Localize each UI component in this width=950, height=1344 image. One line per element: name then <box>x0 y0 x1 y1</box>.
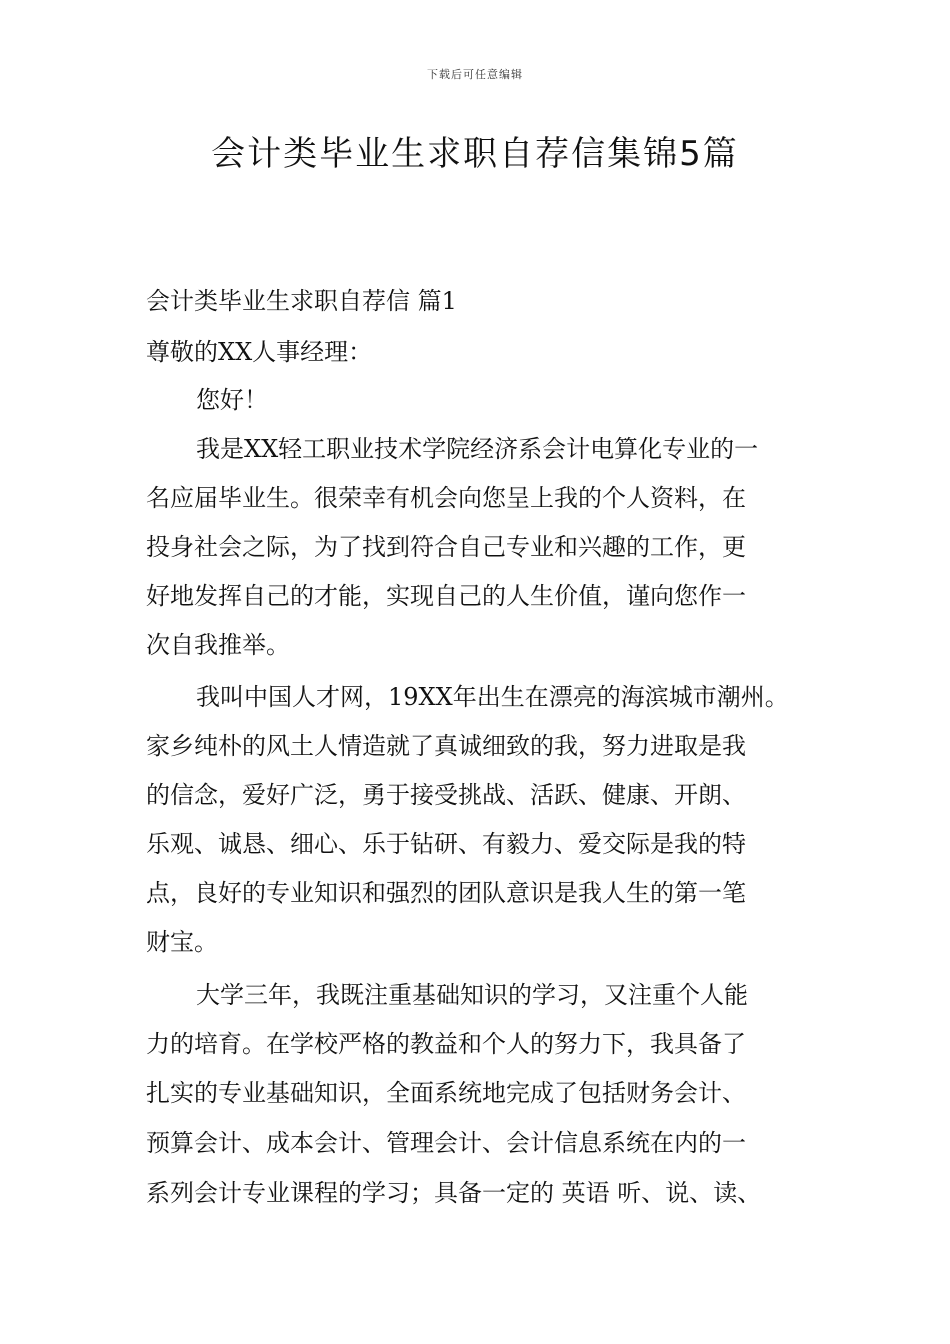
paragraph-line: 预算会计、成本会计、管理会计、会计信息系统在内的一 <box>146 1129 746 1157</box>
paragraph-line: 好地发挥自己的才能，实现自己的人生价值，谨向您作一 <box>146 582 746 610</box>
paragraph-line: 扎实的专业基础知识，全面系统地完成了包括财务会计、 <box>146 1079 746 1107</box>
paragraph-line: 力的培育。在学校严格的教益和个人的努力下，我具备了 <box>146 1030 746 1058</box>
paragraph-line: 次自我推举。 <box>146 631 290 659</box>
paragraph-line: 投身社会之际，为了找到符合自己专业和兴趣的工作，更 <box>146 533 746 561</box>
paragraph-line: 点，良好的专业知识和强烈的团队意识是我人生的第一笔 <box>146 879 746 907</box>
paragraph-line: 系列会计专业课程的学习；具备一定的 英语 听、说、读、 <box>146 1179 762 1207</box>
paragraph-line: 我叫中国人才网，19XX年出生在漂亮的海滨城市潮州。 <box>196 683 789 711</box>
paragraph-line: 家乡纯朴的风土人情造就了真诚细致的我，努力进取是我 <box>146 732 746 760</box>
paragraph-line: 我是XX轻工职业技术学院经济系会计电算化专业的一 <box>196 435 759 463</box>
paragraph-line: 的信念，爱好广泛，勇于接受挑战、活跃、健康、开朗、 <box>146 781 746 809</box>
header-note: 下载后可任意编辑 <box>427 68 523 81</box>
greeting: 您好！ <box>196 386 268 414</box>
document-title: 会计类毕业生求职自荐信集锦5篇 <box>211 134 739 174</box>
paragraph-line: 名应届毕业生。很荣幸有机会向您呈上我的个人资料，在 <box>146 484 746 512</box>
paragraph-line: 财宝。 <box>146 928 218 956</box>
section-heading: 会计类毕业生求职自荐信 篇1 <box>146 287 457 315</box>
paragraph-line: 大学三年，我既注重基础知识的学习，又注重个人能 <box>196 981 748 1009</box>
paragraph-line: 乐观、诚恳、细心、乐于钻研、有毅力、爱交际是我的特 <box>146 830 746 858</box>
salutation: 尊敬的XX人事经理： <box>146 338 373 366</box>
